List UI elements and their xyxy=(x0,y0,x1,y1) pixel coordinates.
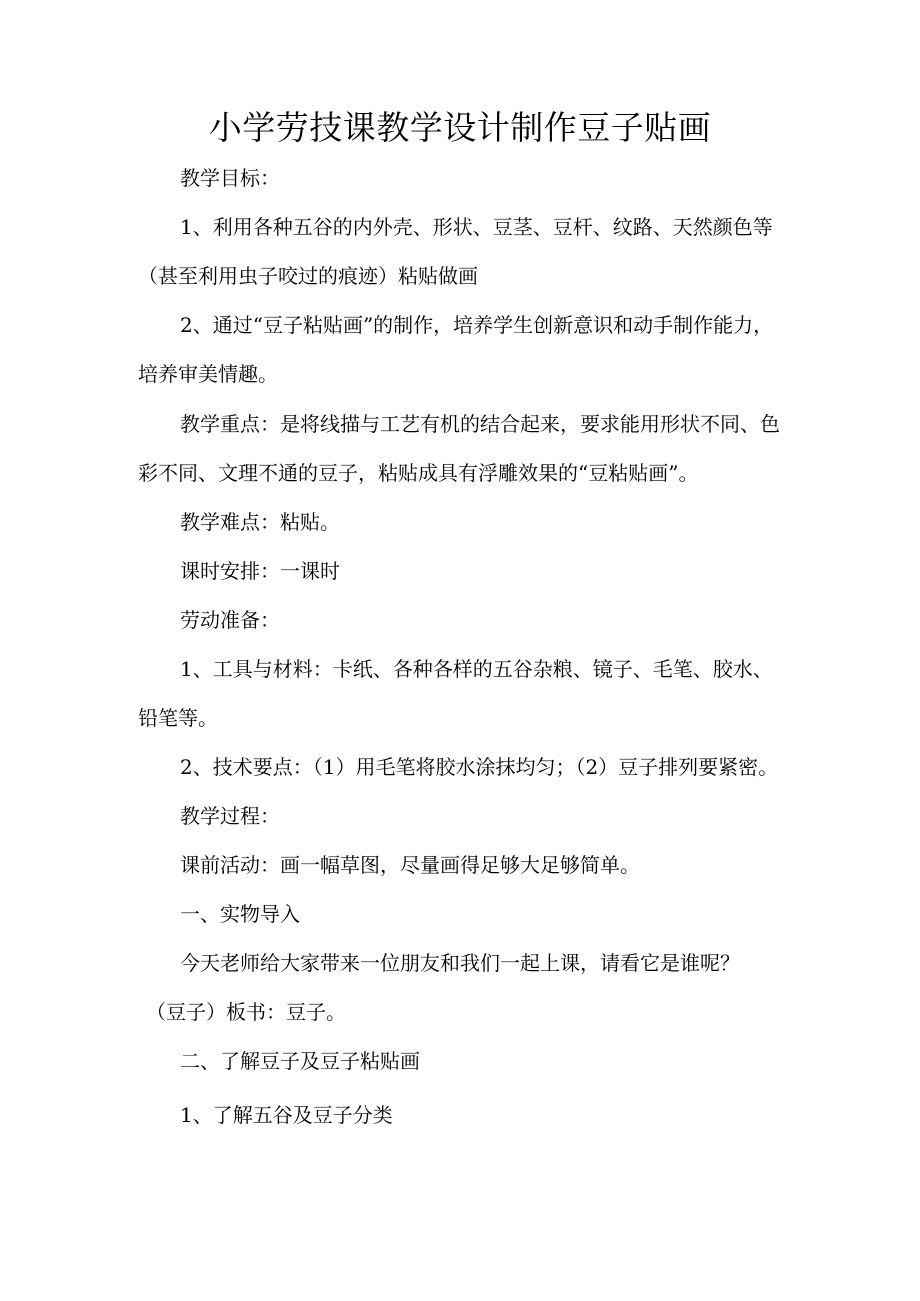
paragraph-line: 1、利用各种五谷的内外壳、形状、豆茎、豆杆、纹路、天然颜色等 xyxy=(180,215,773,239)
paragraph-line: （豆子）板书：豆子。 xyxy=(146,1000,346,1024)
paragraph-line: 彩不同、文理不通的豆子，粘贴成具有浮雕效果的“豆粘贴画”。 xyxy=(138,461,699,485)
paragraph-line: 教学难点：粘贴。 xyxy=(180,510,340,534)
paragraph-line: 2、通过“豆子粘贴画”的制作，培养学生创新意识和动手制作能力， xyxy=(180,313,774,337)
document-title: 小学劳技课教学设计制作豆子贴画 xyxy=(208,108,712,147)
paragraph-line: 教学重点：是将线描与工艺有机的结合起来，要求能用形状不同、色 xyxy=(180,412,780,436)
paragraph-line: 1、了解五谷及豆子分类 xyxy=(180,1103,393,1127)
paragraph-line: 培养审美情趣。 xyxy=(138,362,278,386)
section-heading-understand: 二、了解豆子及豆子粘贴画 xyxy=(180,1049,420,1073)
paragraph-line: 今天老师给大家带来一位朋友和我们一起上课，请看它是谁呢？ xyxy=(180,951,740,975)
paragraph-line: 课前活动：画一幅草图，尽量画得足够大足够简单。 xyxy=(180,853,640,877)
paragraph-line: 2、技术要点：（1）用毛笔将胶水涂抹均匀；（2）豆子排列要紧密。 xyxy=(180,755,779,779)
section-heading-preparation: 劳动准备： xyxy=(180,608,280,632)
paragraph-line: 1、工具与材料：卡纸、各种各样的五谷杂粮、镜子、毛笔、胶水、 xyxy=(180,657,773,681)
paragraph-line: 铅笔等。 xyxy=(138,706,218,730)
section-heading-objectives: 教学目标： xyxy=(180,166,280,190)
paragraph-line: 课时安排：一课时 xyxy=(180,559,340,583)
paragraph-line: （甚至利用虫子咬过的痕迹）粘贴做画 xyxy=(138,264,478,288)
section-heading-process: 教学过程： xyxy=(180,804,280,828)
section-heading-intro: 一、实物导入 xyxy=(180,902,300,926)
